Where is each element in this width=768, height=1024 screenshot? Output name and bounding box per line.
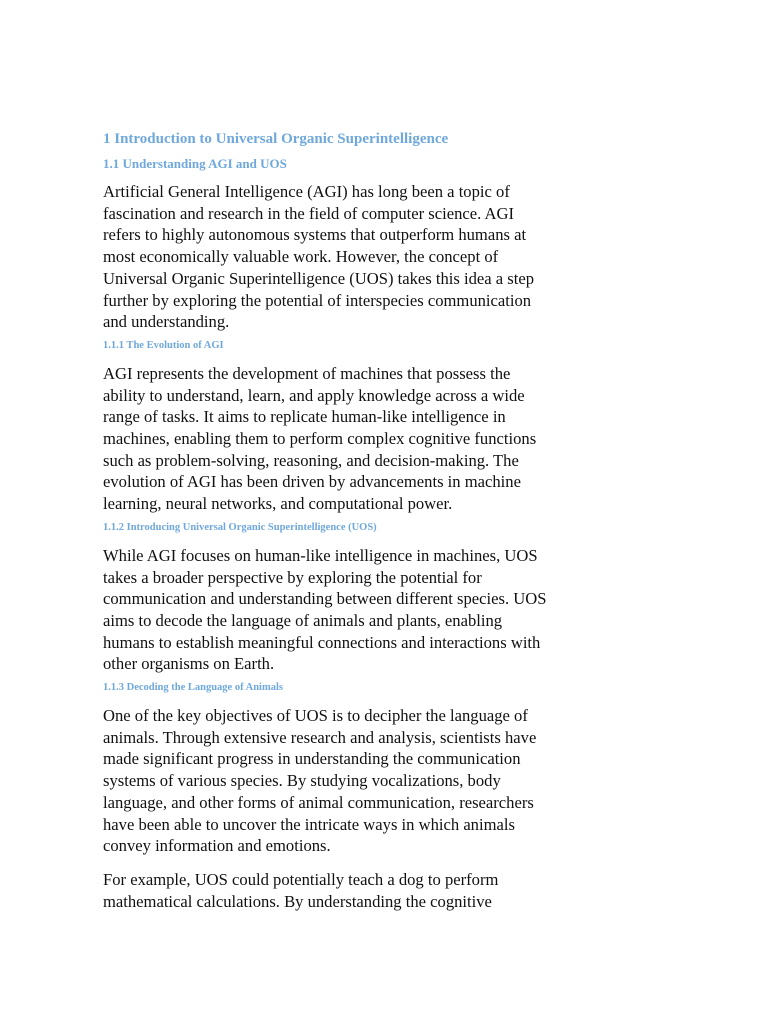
subsection-heading-animals: 1.1.3 Decoding the Language of Animals: [103, 682, 283, 694]
subsection-heading-uos: 1.1.2 Introducing Universal Organic Superintelligence (UOS): [103, 521, 377, 533]
section-heading: 1.1 Understanding AGI and UOS: [103, 156, 287, 171]
paragraph-uos: While AGI focuses on human-like intelligence in machines, UOS takes a broader perspective by exploring the potential for communication and understanding between different species. UOS aims to decode the language of animals and plants, enabling humans to establish meaningful connections and interactions with other organisms on Earth.: [103, 545, 547, 674]
paragraph-evolution: AGI represents the development of machines that possess the ability to understand, learn, and apply knowledge across a wide range of tasks. It aims to replicate human-like intelligence in machines, enabling them to perform complex cognitive functions such as problem-solving, reasoning, and decision-making. The evolution of AGI has been driven by advancements in machine learning, neural networks, and computational power.: [103, 363, 537, 514]
chapter-heading: 1 Introduction to Universal Organic Superintelligence: [103, 131, 449, 147]
paragraph-example: For example, UOS could potentially teach a dog to perform mathematical calculations. By understanding the cognitive: [103, 869, 499, 911]
paragraph-animals: One of the key objectives of UOS is to decipher the language of animals. Through extensive research and analysis, scientists have made significant progress in understanding the communication systems of various species. By studying vocalizations, body language, and other forms of animal communication, researchers have been able to uncover the intricate ways in which animals convey information and emotions.: [103, 706, 537, 856]
document-body: [103, 129, 551, 916]
paragraph-intro: Artificial General Intelligence (AGI) has long been a topic of fascination and research in the field of computer science. AGI refers to highly autonomous systems that outperform humans at most economically valuable work. However, the concept of Universal Organic Superintelligence (UOS) takes this idea a step further by exploring the potential of interspecies communication and understanding.: [103, 182, 535, 332]
subsection-heading-evolution: 1.1.1 The Evolution of AGI: [103, 339, 224, 351]
